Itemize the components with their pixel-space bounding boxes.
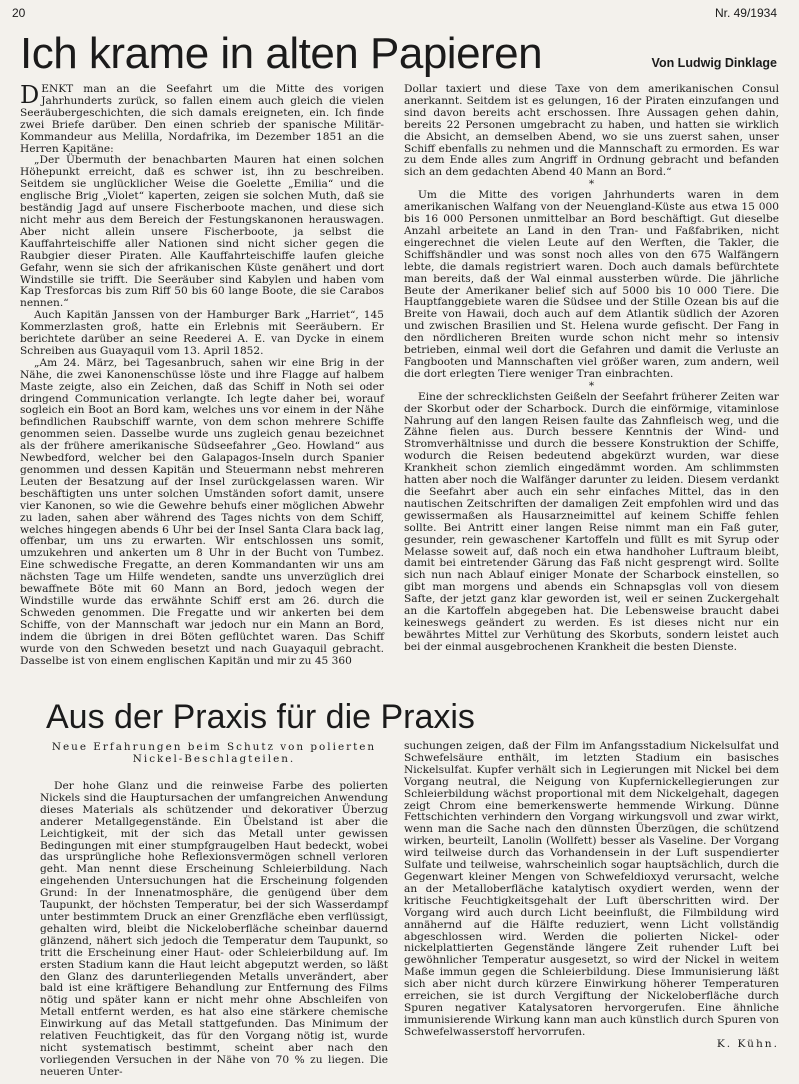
- issue-number: Nr. 49/1934: [714, 6, 777, 20]
- article1-right-column: [404, 84, 779, 654]
- article-paragraph: Um die Mitte des vorigen Jahrhunderts waren in dem amerikanischen Walfang von der Neuengland-Küste aus etwa 15 000 bis 16 000 Personen unmittelbar an Bord beschäftigt. Gut dieselbe Anzahl arbeitete an Land in den Tran- und Faßfabriken, nicht eingerechnet die vielen Leute auf den Werften, die Takler, die Schiffshändler und was sonst noch alles von den 675 Walfängern lebte, die damals registriert waren. Doch auch damals befürchtete man bereits, daß der Wal einmal aussterben würde. Die jährliche Beute der Amerikaner belief sich auf 5000 bis 10 000 Tiere. Die Hauptfanggebiete waren die Südsee und der Stille Ozean bis auf die Breite von Hawaii, doch auch auf dem Atlantik südlich der Azoren und zwischen Brasilien und St. Helena wurde gefischt. Der Fang in den nördlicheren Breiten wurde schon nicht mehr so intensiv betrieben, einmal weil dort die Gefahren und damit die Verluste an Fangbooten und Mannschaften viel größer waren, zum andern, weil die dort erlegten Tiere weniger Tran einbrachten.: [404, 189, 779, 380]
- page-header: [12, 6, 777, 22]
- article-paragraph: „Der Übermuth der benachbarten Mauren hat einen solchen Höhepunkt erreicht, daß es schwer ist, ihn zu beschreiben. Seitdem sie unglücklicher Weise die Goelette „Emilia“ und die englische Brig „Violet“ kaperten, zeigen sie solchen Muth, daß sie beständig Jagd auf unsere Fischerboote machen, und diese sich nicht mehr aus dem Bereich der Festungskanonen herauswagen. Aber nicht allein unsere Fischerboote, ja selbst die Kauffahrteischiffe aller Nationen sind nicht sicher gegen die Raubgier dieser Piraten. Alle Kauffahrteischiffe laufen gleiche Gefahr, wenn sie sich der afrikanischen Küste genähert und dort Windstille sie trifft. Die Seeräuber sind Kabylen und haben vom Kap Tresforcas bis zum Riff 50 bis 60 lange Boote, die sie Carabos nennen.“: [20, 154, 384, 310]
- drop-cap: D: [20, 81, 40, 109]
- article-author: Von Ludwig Dinklage: [651, 56, 777, 70]
- section-separator: *: [588, 379, 595, 392]
- article-subtitle: Neue Erfahrungen beim Schutz von polierten Nickel-Beschlagteilen.: [51, 741, 377, 765]
- article-title: Ich krame in alten Papieren: [20, 29, 543, 78]
- author-signature: K. Kühn.: [716, 1037, 779, 1050]
- article2-right-column: [404, 741, 779, 1051]
- article1-left-column: [20, 81, 384, 667]
- page-number: 20: [12, 6, 26, 20]
- article-paragraph: DENKT man an die Seefahrt um die Mitte des vorigen Jahrhunderts zurück, so fallen einem auch gleich die vielen Seeräubergeschichten, die sich damals ereigneten, ein. Ich finde zwei Briefe darüber. Den einen schrieb der spanische Militär-Kommandeur aus Melilla, Nordafrika, im Dezember 1851 an die Herren Kapitäne:: [20, 81, 384, 155]
- article-paragraph: „Am 24. März, bei Tagesanbruch, sahen wir eine Brig in der Nähe, die zwei Kanonenschüsse löste und ihre Flagge auf halbem Maste zeigte, also ein Zeichen, daß das Schiff in Noth sei oder dringend Communication verlangte. Ich legte daher bei, worauf sogleich ein Boot an Bord kam, welches uns vor einem in der Nähe befindlichen Raubschiff warnte, von dem schon mehrere Schiffe genommen seien. Dasselbe wurde uns zugleich genau bezeichnet als der frühere amerikanische Südseefahrer „Geo. Howland“ aus Newbedford, welcher bei den Galapagos-Inseln durch Spanier genommen und dessen Kapitän und Steuermann nebst mehreren Leuten der Besatzung auf der Insel zurückgelassen waren. Wir beschäftigten uns unter solchen Umständen sofort damit, unsere vier Kanonen, so wie die Gewehre behufs einer möglichen Abwehr zu laden, sahen aber während des Tages nichts von dem Schiff, welches hingegen abends 6 Uhr bei der Insel Santa Clara back lag, offenbar, um uns zu erwarten. Wir entschlossen uns somit, umzukehren und ankerten um 8 Uhr in der Bucht von Tumbez. Eine schwedische Fregatte, an deren Kommandanten wir uns am nächsten Tage um Hilfe wendeten, sandte uns unverzüglich drei bewaffnete Böte mit 60 Mann an Bord, jedoch wegen der Windstille wurde das erwähnte Schiff erst am 26. durch die Schweden genommen. Die Fregatte und wir ankerten bei dem Schiffe, von der Mannschaft war jedoch nur ein Mann an Bord, indem die übrigen in drei Böten geflüchtet waren. Das Schiff wurde von den Schweden besetzt und nach Guayaquil gebracht. Dasselbe ist von einem englischen Kapitän und mir zu 45 360: [20, 356, 384, 667]
- section-separator: *: [588, 178, 595, 191]
- article-title: Aus der Praxis für die Praxis: [46, 698, 475, 736]
- article-paragraph: Dollar taxiert und diese Taxe von dem amerikanischen Consul anerkannt. Seitdem ist es gelungen, 16 der Piraten einzufangen und sind davon bereits acht erschossen. Ihre Aussagen gehen dahin, bereits 22 Personen umgebracht zu haben, und hatten sie wirklich die Absicht, an demselben Abend, wo sie uns zuerst sahen, unser Schiff ebenfalls zu nehmen und die Mannschaft zu ermorden. Es war zu dem Ende alles zum Angriff in Ordnung gebracht und befanden sich an dem gedachten Abend 40 Mann an Bord.“: [404, 83, 779, 179]
- article2-left-column: [40, 741, 388, 1079]
- article-paragraph: Der hohe Glanz und die reinweise Farbe des polierten Nickels sind die Hauptursachen der umfangreichen Anwendung dieses Materials als schützender und dekorativer Überzug anderer Metallgegenstände. Ein Übelstand ist aber die Leichtigkeit, mit der sich das Metall unter gewissen Bedingungen mit einer stumpfgraugelben Haut bedeckt, wobei das ursprüngliche hohe Reflexionsvermögen schnell verloren geht. Man nennt diese Erscheinung Schleierbildung. Nach eingehenden Untersuchungen hat die Erscheinung folgenden Grund: In der Innenatmosphäre, die genügend über dem Taupunkt, der höchsten Temperatur, bei der sich Wasserdampf unter bestimmtem Druck an einer Grenzfläche eben verflüssigt, gehalten wird, bleibt die Nickeloberfläche scheinbar dauernd glänzend, nähert sich jedoch die Temperatur dem Taupunkt, so tritt die Erscheinung einer Haut- oder Schleierbildung auf. Im ersten Stadium kann die Haut leicht abgeputzt werden, so läßt den Glanz des darunterliegenden Metalls unverändert, aber bald ist eine kräftigere Behandlung zur Entfernung des Films nötig und später kann er nicht mehr ohne Abschleifen von Metall entfernt werden, es hat also eine stärkere chemische Einwirkung auf das Metall stattgefunden. Das Minimum der relativen Feuchtigkeit, das für den Vorgang nötig ist, wurde nicht systematisch bestimmt, scheint aber nach den vorliegenden Versuchen in der Nähe von 70 % zu liegen. Die neueren Unter-: [40, 780, 388, 1078]
- article-paragraph: Eine der schrecklichsten Geißeln der Seefahrt früherer Zeiten war der Skorbut oder der Scharbock. Durch die einförmige, vitaminlose Nahrung auf den langen Reisen faulte das Zahnfleisch weg, und die Zähne fielen aus. Durch bessere Kenntnis der Wind- und Stromverhältnisse und durch die bessere Konstruktion der Schiffe, wodurch die Reisen bedeutend abgekürzt wurden, war diese Krankheit schon ziemlich eingedämmt worden. Am schlimmsten hatten aber noch die Walfänger darunter zu leiden. Diesem verdankt die Seefahrt aber auch ein sehr einfaches Mittel, das in den nautischen Zeitschriften der damaligen Zeit empfohlen wird und das gewissermaßen als Hausarzneimittel auf keinem Schiffe fehlen sollte. Bei Antritt einer langen Reise nimmt man ein Faß guter, gesunder, rein gewaschener Kartoffeln und füllt es mit Syrup oder Melasse soweit auf, daß noch ein etwa handhoher Luftraum bleibt, damit bei eintretender Gärung das Faß nicht gesprengt wird. Sollte sich nun nach Ablauf einiger Monate der Scharbock einstellen, so gibt man morgens und abends ein Schnapsglas voll von diesem Safte, der jetzt ganz klar geworden ist, weil er seinen Zuckergehalt an die Kartoffeln abgegeben hat. Die Lebensweise braucht dabei keineswegs geändert zu werden. Es ist dieses nicht nur ein bewährtes Mittel zur Verhütung des Skorbuts, sondern leistet auch bei der einmal ausgebrochenen Krankheit die besten Dienste.: [404, 390, 779, 653]
- article-paragraph: suchungen zeigen, daß der Film im Anfangsstadium Nickelsulfat und Schwefelsäure enthält, im letzten Stadium ein basisches Nickelsulfat. Kupfer verhält sich in Legierungen mit Nickel bei dem Vorgang neutral, die Neigung von Kupfernickellegierungen zur Schleierbildung wächst proportional mit dem Nickelgehalt, dagegen zeigt Chrom eine bemerkenswerte hemmende Wirkung. Dünne Fettschichten verhindern den Vorgang wirkungsvoll und zwar wirkt, wenn man die Sache nach den dünnsten Überzügen, die schützend wirken, beurteilt, Lanolin (Wollfett) besser als Vaseline. Der Vorgang wird teilweise durch das Vorhandensein in der Luft suspendierter Sulfate und teilweise, wahrscheinlich sogar hauptsächlich, durch die Gegenwart kleiner Mengen von Schwefeldioxyd verursacht, welche an der Metalloberfläche katalytisch oxydiert werden, wenn der kritische Feuchtigkeitsgehalt der Luft überschritten wird. Der Vorgang wird auch durch Licht beeinflußt, die Filmbildung wird annähernd auf die Hälfte reduziert, wenn Licht vollständig abgeschlossen wird. Werden die polierten Nickel- oder nickelplattierten Gegenstände längere Zeit ruhender Luft bei gewöhnlicher Temperatur ausgesetzt, so wird der Nickel in weitem Maße immun gegen die Schleierbildung. Diese Immunisierung läßt sich aber nicht durch kürzere Einwirkung höherer Temperaturen erreichen, sie ist durch Vergiftung der Nickeloberfläche durch Spuren negativer Katalysatoren hervorgerufen. Eine ähnliche immunisierende Wirkung kann man auch künstlich durch Spuren von Schwefelwasserstoff hervorrufen.: [404, 740, 779, 1038]
- article-paragraph: Auch Kapitän Janssen von der Hamburger Bark „Harriet“, 145 Kommerzlasten groß, hatte ein Erlebnis mit Seeräubern. Er berichtete darüber an seine Reederei A. E. van Dycke in einem Schreiben aus Guayaquil vom 13. April 1852.: [20, 309, 384, 357]
